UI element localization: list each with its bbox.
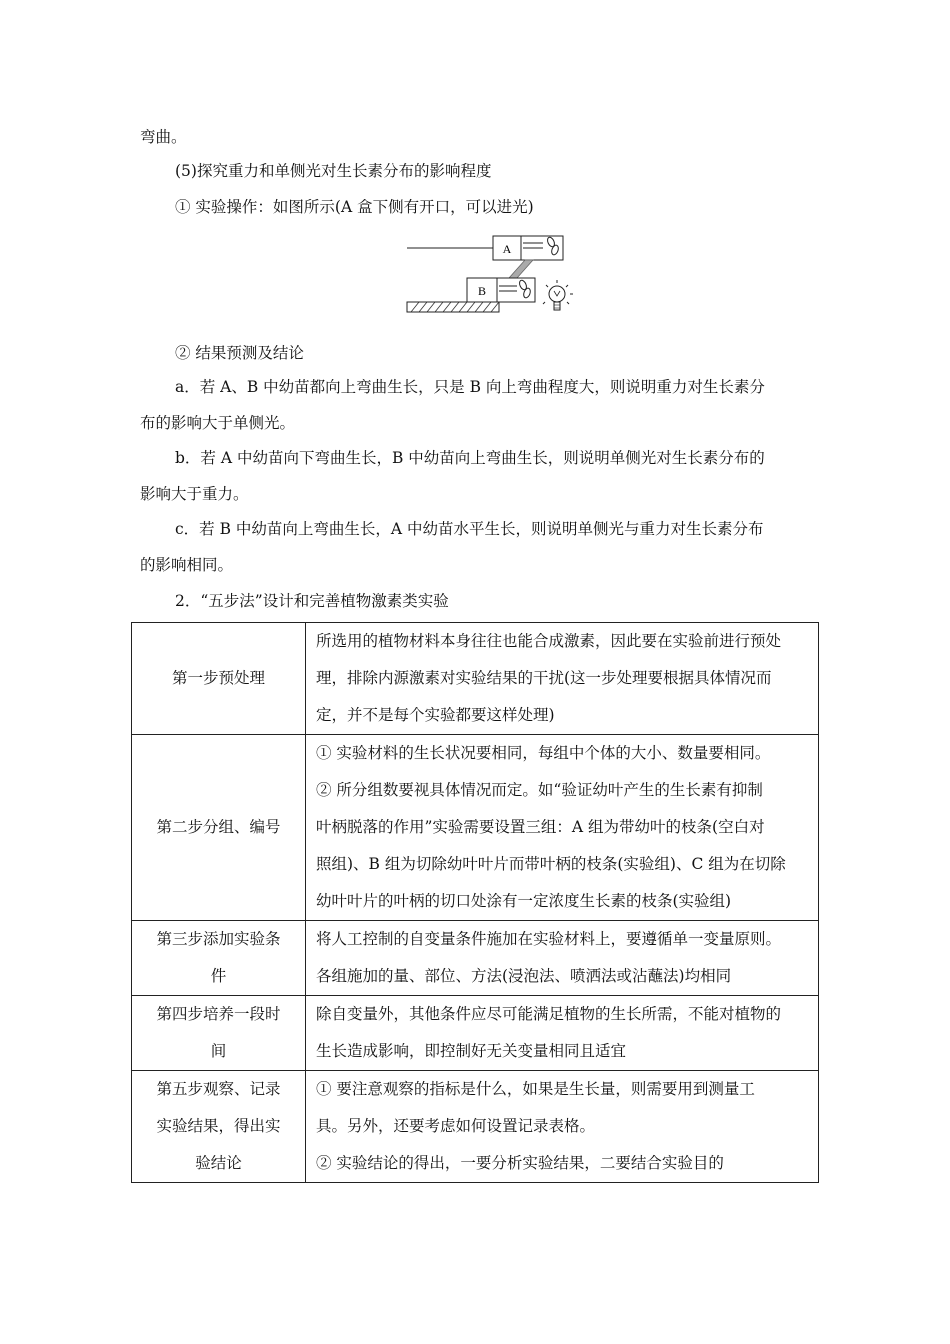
box-b-chamber xyxy=(497,278,535,302)
step-label: 第一步预处理 xyxy=(132,623,306,735)
five-step-table xyxy=(131,622,819,1183)
paragraph-continuation: 弯曲。 xyxy=(140,128,187,146)
step-content: 将人工控制的自变量条件施加在实验材料上，要遵循单一变量原则。 各组施加的量、部位、方法(浸泡法、喷洒法或沾蘸法)均相同 xyxy=(306,921,819,996)
table-row xyxy=(132,921,819,996)
result-b-line1: b．若 A 中幼苗向下弯曲生长，B 中幼苗向上弯曲生长，则说明单侧光对生长素分布的 xyxy=(175,449,765,467)
connector-strip xyxy=(509,260,533,278)
step-label: 第五步观察、记录 实验结果，得出实 验结论 xyxy=(132,1071,306,1183)
box-a-label: A xyxy=(502,242,512,256)
result-b-line2: 影响大于重力。 xyxy=(140,485,249,503)
step-content: ① 实验材料的生长状况要相同，每组中个体的大小、数量要相同。 ② 所分组数要视具体情况而定。如“验证幼叶产生的生长素有抑制 叶柄脱落的作用”实验需要设置三组：A 组为带幼叶的枝条(空白对 照组)、B 组为切除幼叶叶片而带叶柄的枝条(实验组)、C 组为在切除 幼叶叶片的叶柄的切口处涂有一定浓度生长素的枝条(实验组) xyxy=(306,735,819,921)
step-label: 第二步分组、编号 xyxy=(132,735,306,921)
step-content: 除自变量外，其他条件应尽可能满足植物的生长所需，不能对植物的 生长造成影响，即控制好无关变量相同且适宜 xyxy=(306,996,819,1071)
results-heading: ② 结果预测及结论 xyxy=(175,344,304,362)
result-c-line1: c．若 B 中幼苗向上弯曲生长，A 中幼苗水平生长，则说明单侧光与重力对生长素分布 xyxy=(175,520,764,538)
experiment-diagram xyxy=(405,228,585,320)
light-bulb-icon xyxy=(543,280,573,310)
section-heading-2: 2．“五步法”设计和完善植物激素类实验 xyxy=(175,592,449,610)
section-heading-5: (5)探究重力和单侧光对生长素分布的影响程度 xyxy=(175,162,492,180)
hatched-platform xyxy=(407,302,499,312)
box-b-label: B xyxy=(477,284,487,298)
table-row xyxy=(132,623,819,735)
result-c-line2: 的影响相同。 xyxy=(140,556,234,574)
step-content: ① 要注意观察的指标是什么，如果是生长量，则需要用到测量工 具。另外，还要考虑如何设置记录表格。 ② 实验结论的得出，一要分析实验结果，二要结合实验目的 xyxy=(306,1071,819,1183)
step-label: 第三步添加实验条 件 xyxy=(132,921,306,996)
result-a-line1: a．若 A、B 中幼苗都向上弯曲生长，只是 B 向上弯曲程度大，则说明重力对生长素分 xyxy=(175,378,765,396)
step-content: 所选用的植物材料本身往往也能合成激素，因此要在实验前进行预处 理，排除内源激素对实验结果的干扰(这一步处理要根据具体情况而 定，并不是每个实验都要这样处理) xyxy=(306,623,819,735)
table-row xyxy=(132,735,819,921)
step-label: 第四步培养一段时 间 xyxy=(132,996,306,1071)
result-a-line2: 布的影响大于单侧光。 xyxy=(140,414,296,432)
table-row xyxy=(132,1071,819,1183)
experiment-operation: ① 实验操作：如图所示(A 盒下侧有开口，可以进光) xyxy=(175,198,534,216)
table-row xyxy=(132,996,819,1071)
